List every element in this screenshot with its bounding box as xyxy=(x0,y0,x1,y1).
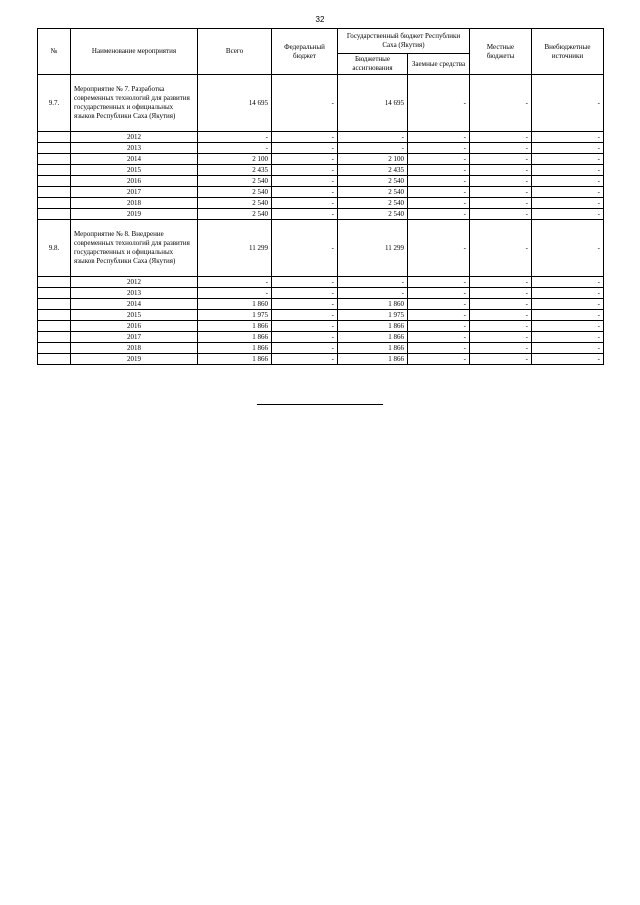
year-total: - xyxy=(198,277,272,288)
year-extra: - xyxy=(532,332,604,343)
year-federal: - xyxy=(272,288,338,299)
year-allocations: 2 435 xyxy=(338,165,408,176)
activity-total: 11 299 xyxy=(198,220,272,277)
activity-number: 9.8. xyxy=(38,220,71,277)
year-loans: - xyxy=(408,310,470,321)
year-loans: - xyxy=(408,277,470,288)
year-total: 1 866 xyxy=(198,343,272,354)
year-local: - xyxy=(470,209,532,220)
year-allocations: 1 866 xyxy=(338,343,408,354)
year-label: 2019 xyxy=(71,209,198,220)
year-row-blank xyxy=(38,132,71,143)
year-total: - xyxy=(198,288,272,299)
year-loans: - xyxy=(408,187,470,198)
page-number: 32 xyxy=(315,15,325,24)
year-row-blank xyxy=(38,277,71,288)
year-row xyxy=(38,132,604,143)
year-loans: - xyxy=(408,165,470,176)
year-label: 2013 xyxy=(71,288,198,299)
year-allocations: - xyxy=(338,143,408,154)
year-loans: - xyxy=(408,288,470,299)
year-loans: - xyxy=(408,354,470,365)
year-label: 2019 xyxy=(71,354,198,365)
year-label: 2016 xyxy=(71,176,198,187)
year-local: - xyxy=(470,165,532,176)
year-allocations: 1 860 xyxy=(338,299,408,310)
activity-local: - xyxy=(470,75,532,132)
activity-total: 14 695 xyxy=(198,75,272,132)
year-allocations: 1 866 xyxy=(338,332,408,343)
year-loans: - xyxy=(408,209,470,220)
year-federal: - xyxy=(272,332,338,343)
year-row-blank xyxy=(38,310,71,321)
year-total: 1 866 xyxy=(198,321,272,332)
year-extra: - xyxy=(532,310,604,321)
table-header xyxy=(38,29,604,75)
activity-loans: - xyxy=(408,220,470,277)
activity-row xyxy=(38,220,604,277)
year-total: 2 435 xyxy=(198,165,272,176)
header-extra: Внебюджетные источники xyxy=(532,29,604,75)
year-extra: - xyxy=(532,165,604,176)
year-local: - xyxy=(470,277,532,288)
end-divider xyxy=(257,404,383,405)
year-row-blank xyxy=(38,176,71,187)
activity-loans: - xyxy=(408,75,470,132)
year-extra: - xyxy=(532,343,604,354)
header-federal: Федеральный бюджет xyxy=(272,29,338,75)
year-local: - xyxy=(470,143,532,154)
header-loans: Заемные средства xyxy=(408,54,470,75)
year-label: 2018 xyxy=(71,343,198,354)
year-row xyxy=(38,332,604,343)
year-federal: - xyxy=(272,310,338,321)
year-local: - xyxy=(470,310,532,321)
year-total: 2 540 xyxy=(198,209,272,220)
year-row-blank xyxy=(38,321,71,332)
year-total: 1 866 xyxy=(198,332,272,343)
year-federal: - xyxy=(272,299,338,310)
year-label: 2015 xyxy=(71,310,198,321)
budget-table xyxy=(37,28,604,365)
year-loans: - xyxy=(408,154,470,165)
year-total: 1 860 xyxy=(198,299,272,310)
year-total: 2 100 xyxy=(198,154,272,165)
year-extra: - xyxy=(532,209,604,220)
activity-number: 9.7. xyxy=(38,75,71,132)
year-label: 2012 xyxy=(71,132,198,143)
year-local: - xyxy=(470,343,532,354)
year-allocations: 1 866 xyxy=(338,354,408,365)
year-extra: - xyxy=(532,354,604,365)
header-local: Местные бюджеты xyxy=(470,29,532,75)
year-extra: - xyxy=(532,321,604,332)
activity-federal: - xyxy=(272,75,338,132)
year-allocations: - xyxy=(338,132,408,143)
year-row xyxy=(38,143,604,154)
year-label: 2014 xyxy=(71,299,198,310)
year-total: 2 540 xyxy=(198,176,272,187)
year-federal: - xyxy=(272,209,338,220)
activity-name: Мероприятие № 7. Разработка современных технологий для развития государственных и официальных языков Республики Саха (Якутия) xyxy=(71,75,198,132)
header-allocations: Бюджетные ассигнования xyxy=(338,54,408,75)
year-local: - xyxy=(470,354,532,365)
year-row xyxy=(38,176,604,187)
year-allocations: - xyxy=(338,288,408,299)
header-total: Всего xyxy=(198,29,272,75)
activity-extra: - xyxy=(532,220,604,277)
year-loans: - xyxy=(408,321,470,332)
year-row xyxy=(38,299,604,310)
year-allocations: - xyxy=(338,277,408,288)
activity-allocations: 11 299 xyxy=(338,220,408,277)
activity-local: - xyxy=(470,220,532,277)
year-federal: - xyxy=(272,187,338,198)
year-local: - xyxy=(470,187,532,198)
year-row-blank xyxy=(38,288,71,299)
year-row-blank xyxy=(38,165,71,176)
year-extra: - xyxy=(532,143,604,154)
year-local: - xyxy=(470,299,532,310)
year-extra: - xyxy=(532,288,604,299)
year-allocations: 2 540 xyxy=(338,187,408,198)
year-loans: - xyxy=(408,143,470,154)
year-allocations: 2 100 xyxy=(338,154,408,165)
year-row-blank xyxy=(38,143,71,154)
activity-row xyxy=(38,75,604,132)
year-federal: - xyxy=(272,354,338,365)
year-total: 1 866 xyxy=(198,354,272,365)
year-row-blank xyxy=(38,299,71,310)
year-federal: - xyxy=(272,154,338,165)
header-num: № xyxy=(38,29,71,75)
year-row xyxy=(38,288,604,299)
header-name: Наименование мероприятия xyxy=(71,29,198,75)
year-loans: - xyxy=(408,176,470,187)
year-row xyxy=(38,354,604,365)
year-allocations: 2 540 xyxy=(338,209,408,220)
year-row-blank xyxy=(38,354,71,365)
year-loans: - xyxy=(408,132,470,143)
year-row xyxy=(38,310,604,321)
year-loans: - xyxy=(408,299,470,310)
year-row-blank xyxy=(38,154,71,165)
year-local: - xyxy=(470,321,532,332)
year-total: 2 540 xyxy=(198,198,272,209)
year-label: 2014 xyxy=(71,154,198,165)
year-row xyxy=(38,209,604,220)
year-extra: - xyxy=(532,299,604,310)
activity-allocations: 14 695 xyxy=(338,75,408,132)
header-state: Государственный бюджет Республики Саха (Якутия) xyxy=(338,29,470,54)
year-extra: - xyxy=(532,132,604,143)
year-row xyxy=(38,343,604,354)
year-row-blank xyxy=(38,209,71,220)
year-row-blank xyxy=(38,343,71,354)
year-label: 2017 xyxy=(71,187,198,198)
year-federal: - xyxy=(272,165,338,176)
year-extra: - xyxy=(532,176,604,187)
year-federal: - xyxy=(272,143,338,154)
year-local: - xyxy=(470,198,532,209)
year-allocations: 2 540 xyxy=(338,176,408,187)
year-federal: - xyxy=(272,343,338,354)
year-row xyxy=(38,154,604,165)
year-loans: - xyxy=(408,198,470,209)
year-label: 2018 xyxy=(71,198,198,209)
year-label: 2012 xyxy=(71,277,198,288)
year-extra: - xyxy=(532,277,604,288)
year-loans: - xyxy=(408,332,470,343)
year-label: 2017 xyxy=(71,332,198,343)
year-extra: - xyxy=(532,198,604,209)
year-federal: - xyxy=(272,198,338,209)
year-label: 2013 xyxy=(71,143,198,154)
year-label: 2016 xyxy=(71,321,198,332)
year-federal: - xyxy=(272,132,338,143)
year-local: - xyxy=(470,288,532,299)
year-extra: - xyxy=(532,154,604,165)
year-label: 2015 xyxy=(71,165,198,176)
year-row-blank xyxy=(38,187,71,198)
year-row-blank xyxy=(38,198,71,209)
year-local: - xyxy=(470,332,532,343)
year-federal: - xyxy=(272,321,338,332)
activity-federal: - xyxy=(272,220,338,277)
year-local: - xyxy=(470,176,532,187)
activity-extra: - xyxy=(532,75,604,132)
year-federal: - xyxy=(272,176,338,187)
year-local: - xyxy=(470,154,532,165)
table-body xyxy=(38,75,604,365)
year-federal: - xyxy=(272,277,338,288)
year-total: - xyxy=(198,143,272,154)
year-extra: - xyxy=(532,187,604,198)
year-row xyxy=(38,321,604,332)
activity-name: Мероприятие № 8. Внедрение современных технологий для развития государственных и официальных языков Республики Саха (Якутия) xyxy=(71,220,198,277)
year-row xyxy=(38,187,604,198)
year-row-blank xyxy=(38,332,71,343)
year-allocations: 1 975 xyxy=(338,310,408,321)
year-total: 1 975 xyxy=(198,310,272,321)
year-total: - xyxy=(198,132,272,143)
year-local: - xyxy=(470,132,532,143)
year-total: 2 540 xyxy=(198,187,272,198)
year-row xyxy=(38,277,604,288)
year-row xyxy=(38,198,604,209)
year-loans: - xyxy=(408,343,470,354)
year-allocations: 2 540 xyxy=(338,198,408,209)
year-allocations: 1 866 xyxy=(338,321,408,332)
year-row xyxy=(38,165,604,176)
